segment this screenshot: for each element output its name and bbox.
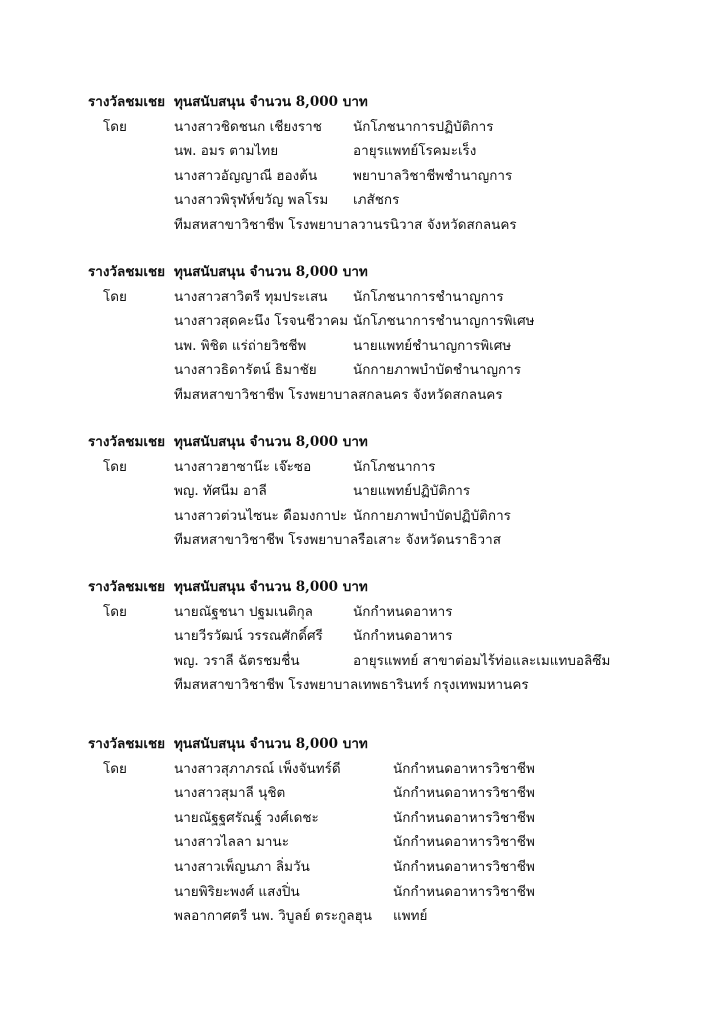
by-label: โดย xyxy=(103,760,127,777)
member-name: นายวีรวัฒน์ วรรณศักดิ์ศรี xyxy=(174,628,323,645)
member-role: นายแพทย์ปฏิบัติการ xyxy=(353,483,471,500)
member-name: นางสาวไลลา มานะ xyxy=(174,834,289,851)
member-name: นางสาวธิดารัตน์ ธิมาชัย xyxy=(174,362,317,379)
by-label: โดย xyxy=(103,288,127,305)
member-role: พยาบาลวิชาชีพชำนาญการ xyxy=(353,167,513,184)
award-grant: ทุนสนับสนุน จำนวน 8,000 บาท xyxy=(174,94,368,110)
member-role: นักโภชนาการปฏิบัติการ xyxy=(353,118,494,135)
member-role: นักกำหนดอาหาร xyxy=(353,603,453,620)
member-role: นักโภชนาการชำนาญการ xyxy=(353,288,504,305)
member-role: นักกำหนดอาหารวิชาชีพ xyxy=(393,834,535,851)
member-role: นักกำหนดอาหาร xyxy=(353,628,453,645)
member-name: นางสาวเพ็ญนภา ลิ่มวัน xyxy=(174,859,310,875)
award-grant: ทุนสนับสนุน จำนวน 8,000 บาท xyxy=(174,434,368,450)
member-name: นายณัฐฐศรัณฐ์ วงศ์เดชะ xyxy=(174,809,319,826)
member-name: พลอากาศตรี นพ. วิบูลย์ ตระกูลฮุน xyxy=(174,908,373,925)
member-name: นางสาวชิดชนก เชียงราช xyxy=(174,118,322,135)
member-role: นักกำหนดอาหารวิชาชีพ xyxy=(393,785,535,802)
award-title: รางวัลชมเชย xyxy=(88,264,166,280)
member-name: นพ. อมร ตามไทย xyxy=(174,143,279,160)
member-name: นายพิริยะพงศ์ แสงปิ่น xyxy=(174,883,300,900)
by-label: โดย xyxy=(103,603,127,620)
member-role: นายแพทย์ชำนาญการพิเศษ xyxy=(353,337,512,354)
member-name: นางสาวพิรุฬห์ขวัญ พลโรม xyxy=(174,192,329,209)
member-role: นักโภชนาการชำนาญการพิเศษ xyxy=(353,313,535,330)
member-name: นายณัฐชนา ปฐมเนติกุล xyxy=(174,603,313,620)
member-name: พญ. ทัศนีม อาลี xyxy=(174,483,267,500)
member-role: เภสัชกร xyxy=(353,192,400,209)
member-name: นางสาวอัญญาณี ฮองต้น xyxy=(174,167,318,184)
member-name: นางสาวสุดคะนึง โรจนชีวาคม xyxy=(174,313,349,330)
member-role: นักกำหนดอาหารวิชาชีพ xyxy=(393,809,535,826)
team-name: ทีมสหสาขาวิชาชีพ โรงพยาบาลสกลนคร จังหวัดสกลนคร xyxy=(174,387,503,403)
member-role: นักกำหนดอาหารวิชาชีพ xyxy=(393,859,535,875)
award-title: รางวัลชมเชย xyxy=(88,94,166,110)
member-role: อายุรแพทย์โรคมะเร็ง xyxy=(353,143,477,160)
award-grant: ทุนสนับสนุน จำนวน 8,000 บาท xyxy=(174,579,368,595)
member-name: นางสาวฮาซาน๊ะ เจ๊ะซอ xyxy=(174,458,312,475)
by-label: โดย xyxy=(103,118,127,135)
member-name: นางสาวสาวิตรี ทุมประเสน xyxy=(174,288,328,305)
member-role: นักโภชนาการ xyxy=(353,458,436,475)
member-name: นพ. พิชิต แร่ถ่ายวิชชีพ xyxy=(174,337,307,354)
team-name: ทีมสหสาขาวิชาชีพ โรงพยาบาลวานรนิวาส จังหวัดสกลนคร xyxy=(174,217,517,233)
by-label: โดย xyxy=(103,458,127,475)
member-role: แพทย์ xyxy=(393,908,428,925)
member-role: นักกำหนดอาหารวิชาชีพ xyxy=(393,760,535,777)
member-name: นางสาวสุมาลี นุชิต xyxy=(174,785,286,802)
member-role: อายุรแพทย์ สาขาต่อมไร้ท่อและเมแทบอลิซึม xyxy=(353,652,611,669)
award-title: รางวัลชมเชย xyxy=(88,434,166,450)
award-grant: ทุนสนับสนุน จำนวน 8,000 บาท xyxy=(174,264,368,280)
member-name: พญ. วราลี ฉัตรชมชื่น xyxy=(174,652,300,669)
team-name: ทีมสหสาขาวิชาชีพ โรงพยาบาลเทพธารินทร์ กรุงเทพมหานคร xyxy=(174,677,529,694)
member-role: นักกำหนดอาหารวิชาชีพ xyxy=(393,883,535,900)
award-grant: ทุนสนับสนุน จำนวน 8,000 บาท xyxy=(174,736,368,752)
member-role: นักกายภาพบำบัดชำนาญการ xyxy=(353,362,521,379)
member-name: นางสาวสุภาภรณ์ เพ็งจันทร์ดี xyxy=(174,760,341,777)
member-role: นักกายภาพบำบัดปฏิบัติการ xyxy=(353,507,511,524)
team-name: ทีมสหสาขาวิชาชีพ โรงพยาบาลรือเสาะ จังหวัดนราธิวาส xyxy=(174,532,501,549)
award-title: รางวัลชมเชย xyxy=(88,736,166,752)
member-name: นางสาวต่วนไซนะ ดือมงกาปะ xyxy=(174,507,348,524)
award-title: รางวัลชมเชย xyxy=(88,579,166,595)
